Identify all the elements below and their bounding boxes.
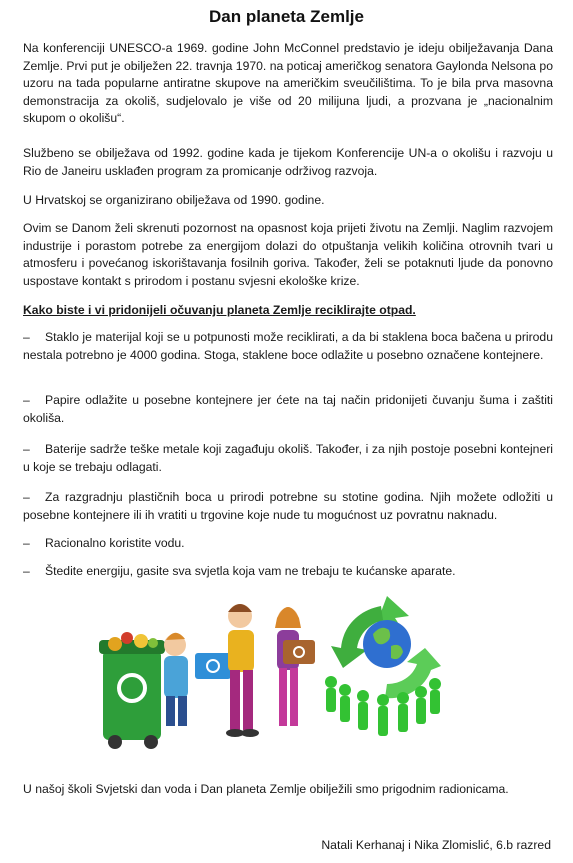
family-recycling-icon [164, 604, 315, 737]
signature-line: Natali Kerhanaj i Nika Zlomislić, 6.b razred [321, 838, 551, 852]
closing-paragraph: U našoj školi Svjetski dan voda i Dan planeta Zemlje obilježili smo prigodnim radionicama. [23, 782, 509, 796]
recycling-bin-icon [99, 632, 165, 749]
list-item-energy [23, 563, 553, 581]
recycling-heading: Kako biste i vi pridonijeli očuvanju planeta Zemlje reciklirajte otpad. [23, 303, 416, 317]
list-item-plastic [23, 489, 553, 524]
paragraph-official: Službeno se obilježava od 1992. godine kada je tijekom Konferencije UN-a o okolišu i razvoju u Rio de Janeiru usklađen program za promicanje održivog razvoja. [23, 146, 553, 178]
globe-recycle-people-icon [325, 596, 441, 736]
list-item-batteries [23, 441, 553, 476]
bullet-dash: – [23, 442, 30, 456]
bullet-dash: – [23, 490, 30, 504]
paragraph-croatia: U Hrvatskoj se organizirano obilježava od 1990. godine. [23, 193, 325, 207]
list-item-text: Staklo je materijal koji se u potpunosti može reciklirati, a da bi staklena boca bačena u prirodu nestala potrebno je 4000 godina. Stoga, staklene boce odlažite u posebno označene kontejnere. [23, 330, 553, 362]
list-item-water [23, 535, 553, 553]
list-item-text: Racionalno koristite vodu. [45, 536, 185, 550]
document-title: Dan planeta Zemlje [209, 7, 364, 26]
list-item-text: Za razgradnju plastičnih boca u prirodi potrebne su stotine godina. Njih možete odložiti u posebne kontejnere ili ih vratiti u trgovine koje nude tu mogućnost uz povratnu naknadu. [23, 490, 553, 522]
list-item-paper [23, 392, 553, 427]
list-item-glass [23, 329, 553, 364]
list-item-text: Baterije sadrže teške metale koji zagađuju okoliš. Također, i za njih postoje posebni kontejneri u koje se trebaju odlagati. [23, 442, 553, 474]
list-item-text: Papire odlažite u posebne kontejnere jer ćete na taj način pridonijeti čuvanju šuma i zaštiti okoliša. [23, 393, 553, 425]
list-item-text: Štedite energiju, gasite sva svjetla koja vam ne trebaju te kućanske aparate. [45, 564, 456, 578]
bullet-dash: – [23, 393, 30, 407]
paragraph-history: Na konferenciji UNESCO-a 1969. godine John McConnel predstavio je ideju obilježavanja Dana Zemlje. Prvi put je obilježen 22. travnja 1970. na poticaj američkog senatora Gaylonda Nelsona po uzoru na tada popularne antiratne skupove na američkim sveučilištima. To je bila prva masovna demonstracija za okoliš, sudjelovalo je više od 20 milijuna ljudi, a prozvana je „nacionalnim skupom o okolišu“. [23, 41, 553, 125]
paragraph-purpose: Ovim se Danom želi skrenuti pozornost na opasnost koja prijeti životu na Zemlji. Naglim razvojem industrije i porastom potrebe za energijom dolazi do otpuštanja velikih količina otrovnih tvari u atmosferu i povećanog iskorištavanja fosilnih goriva. Također, želi se potaknuti ljude da ponovno uspostave kontakt s prirodom i postanu svjesni ekološke krize. [23, 221, 553, 288]
bullet-dash: – [23, 564, 30, 578]
bullet-dash: – [23, 536, 30, 550]
bullet-dash: – [23, 330, 30, 344]
recycling-illustration [95, 588, 485, 753]
